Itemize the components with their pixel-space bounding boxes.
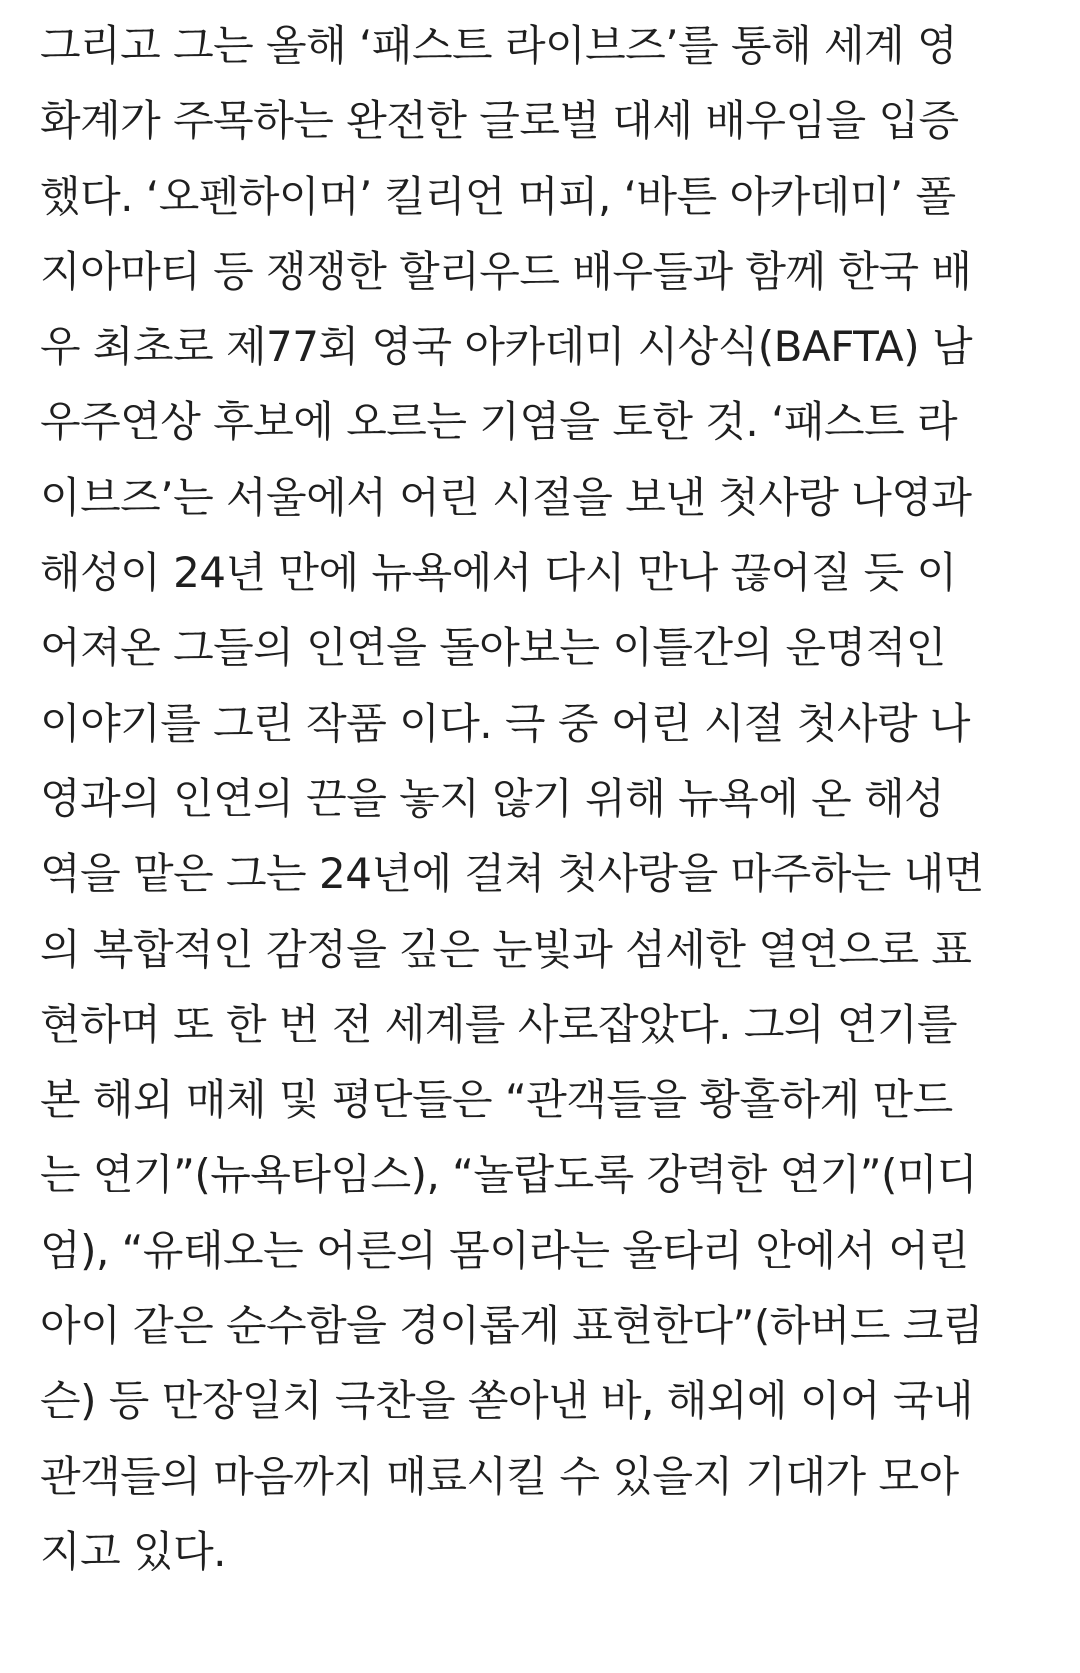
text-line: 본 해외 매체 및 평단들은 “관객들을 황홀하게 만드 — [40, 1075, 953, 1125]
text-line: 우주연상 후보에 오르는 기염을 토한 것. ‘패스트 라 — [40, 397, 958, 447]
text-line: 역을 맡은 그는 24년에 걸쳐 첫사랑을 마주하는 내면 — [40, 849, 984, 899]
text-line: 해성이 24년 만에 뉴욕에서 다시 만나 끊어질 듯 이 — [40, 548, 957, 598]
text-line: 지고 있다. — [40, 1526, 226, 1576]
text-line: 이브즈’는 서울에서 어린 시절을 보낸 첫사랑 나영과 — [40, 472, 972, 522]
text-line: 의 복합적인 감정을 깊은 눈빛과 섬세한 열연으로 표 — [40, 924, 972, 974]
text-line: 어져온 그들의 인연을 돌아보는 이틀간의 운명적인 — [40, 623, 946, 673]
text-line: 그리고 그는 올해 ‘패스트 라이브즈’를 통해 세계 영 — [40, 21, 958, 70]
text-line: 관객들의 마음까지 매료시킬 수 있을지 기대가 모아 — [40, 1451, 959, 1501]
text-line: 영과의 인연의 끈을 놓지 않기 위해 뉴욕에 온 해성 — [40, 773, 945, 823]
text-line: 했다. ‘오펜하이머’ 킬리언 머피, ‘바튼 아카데미’ 폴 — [40, 171, 956, 221]
text-line: 는 연기”(뉴욕타임스), “놀랍도록 강력한 연기”(미디 — [40, 1150, 978, 1200]
text-line: 화계가 주목하는 완전한 글로벌 대세 배우임을 입증 — [40, 96, 959, 146]
text-line: 이야기를 그린 작품 이다. 극 중 어린 시절 첫사랑 나 — [40, 698, 970, 748]
text-line: 현하며 또 한 번 전 세계를 사로잡았다. 그의 연기를 — [40, 999, 958, 1049]
text-line: 아이 같은 순수함을 경이롭게 표현한다”(하버드 크림 — [40, 1301, 983, 1351]
text-line: 우 최초로 제77회 영국 아카데미 시상식(BAFTA) 남 — [40, 322, 973, 372]
article-body — [40, 8, 1050, 1589]
text-line: 슨) 등 만장일치 극찬을 쏟아낸 바, 해외에 이어 국내 — [40, 1376, 973, 1426]
text-line: 지아마티 등 쟁쟁한 할리우드 배우들과 함께 한국 배 — [40, 246, 972, 296]
text-line: 엄), “유태오는 어른의 몸이라는 울타리 안에서 어린 — [40, 1225, 969, 1275]
